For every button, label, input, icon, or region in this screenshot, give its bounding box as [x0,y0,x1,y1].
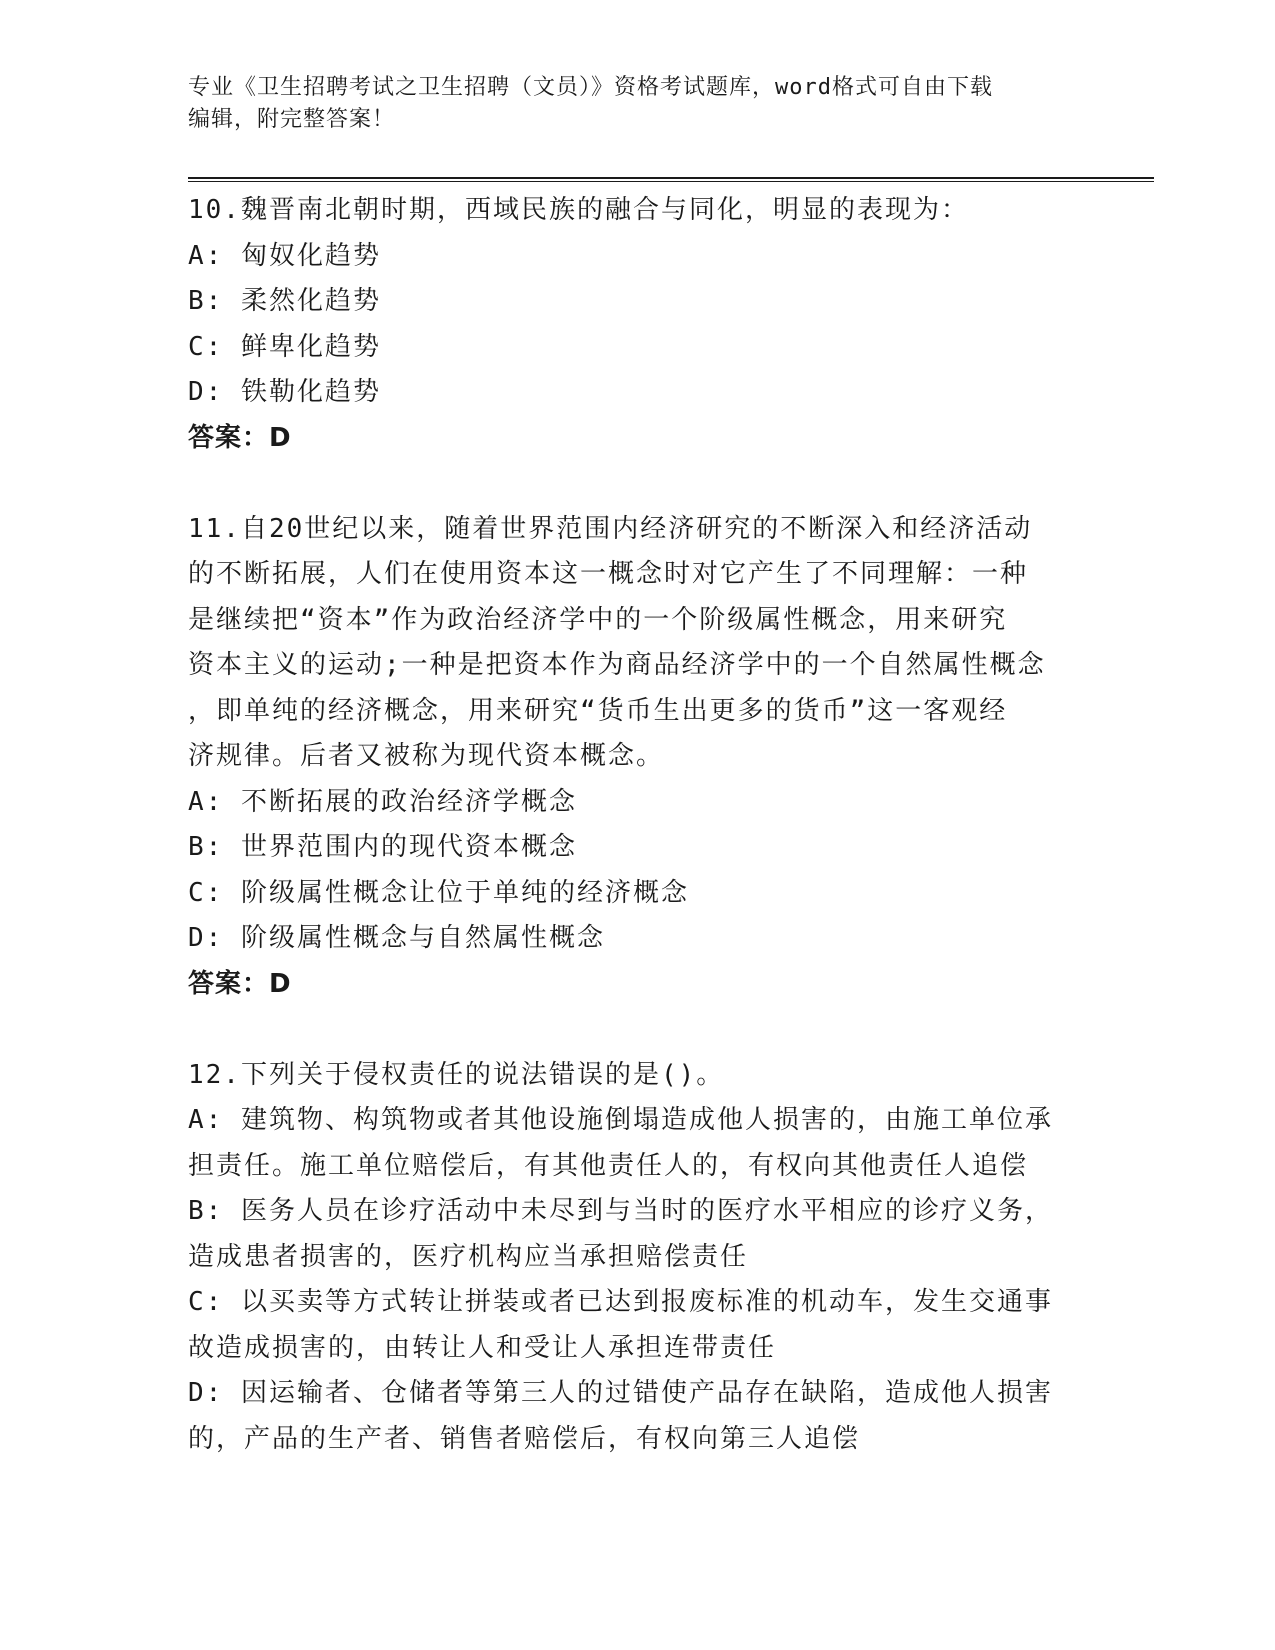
question-stem: 的不断拓展，人们在使用资本这一概念时对它产生了不同理解：一种 [188,559,1029,589]
option-d: D: 铁勒化趋势 [188,377,381,407]
question-stem: 11.自20世纪以来，随着世界范围内经济研究的不断深入和经济活动 [188,513,1033,544]
option-b-continued: 造成患者损害的，医疗机构应当承担赔偿责任 [188,1241,749,1272]
option-a-continued: 担责任。施工单位赔偿后，有其他责任人的，有权向其他责任人追偿 [188,1150,1029,1181]
answer-label: 答案：D [188,968,292,999]
question-stem: 济规律。后者又被称为现代资本概念。 [188,741,665,771]
option-c: C: 以买卖等方式转让拼装或者已达到报废标准的机动车，发生交通事 [188,1287,1053,1317]
question-stem: ，即单纯的经济概念，用来研究“货币生出更多的货币”这一客观经 [188,695,1008,726]
option-c: C: 阶级属性概念让位于单纯的经济概念 [188,877,689,908]
question-11 [188,507,1088,1008]
question-list [188,188,1088,1462]
question-stem: 10.魏晋南北朝时期，西域民族的融合与同化，明显的表现为： [188,195,969,225]
question-10 [188,188,1088,461]
option-a: A: 建筑物、构筑物或者其他设施倒塌造成他人损害的，由施工单位承 [188,1105,1053,1135]
answer-label: 答案：D [188,422,292,453]
option-b: B: 柔然化趋势 [188,286,381,316]
document-header [188,72,1068,136]
header-line: 编辑，附完整答案！ [188,107,396,132]
option-c: C: 鲜卑化趋势 [188,331,381,362]
header-divider [188,177,1154,182]
option-a: A: 匈奴化趋势 [188,240,381,271]
spacer [188,1007,1088,1053]
question-stem: 资本主义的运动;一种是把资本作为商品经济学中的一个自然属性概念 [188,650,1046,680]
option-c-continued: 故造成损害的，由转让人和受让人承担连带责任 [188,1332,777,1363]
option-a: A: 不断拓展的政治经济学概念 [188,786,577,817]
option-d-continued: 的，产品的生产者、销售者赔偿后，有权向第三人追偿 [188,1423,861,1454]
option-b: B: 世界范围内的现代资本概念 [188,832,577,862]
question-stem: 是继续把“资本”作为政治经济学中的一个阶级属性概念，用来研究 [188,604,1008,635]
header-line: 专业《卫生招聘考试之卫生招聘（文员）》资格考试题库，word格式可自由下载 [188,75,993,100]
option-d: D: 因运输者、仓储者等第三人的过错使产品存在缺陷，造成他人损害 [188,1378,1053,1408]
question-12 [188,1053,1088,1463]
option-b: B: 医务人员在诊疗活动中未尽到与当时的医疗水平相应的诊疗义务， [188,1196,1053,1226]
option-d: D: 阶级属性概念与自然属性概念 [188,923,605,953]
question-stem: 12.下列关于侵权责任的说法错误的是()。 [188,1059,725,1090]
spacer [188,461,1088,507]
